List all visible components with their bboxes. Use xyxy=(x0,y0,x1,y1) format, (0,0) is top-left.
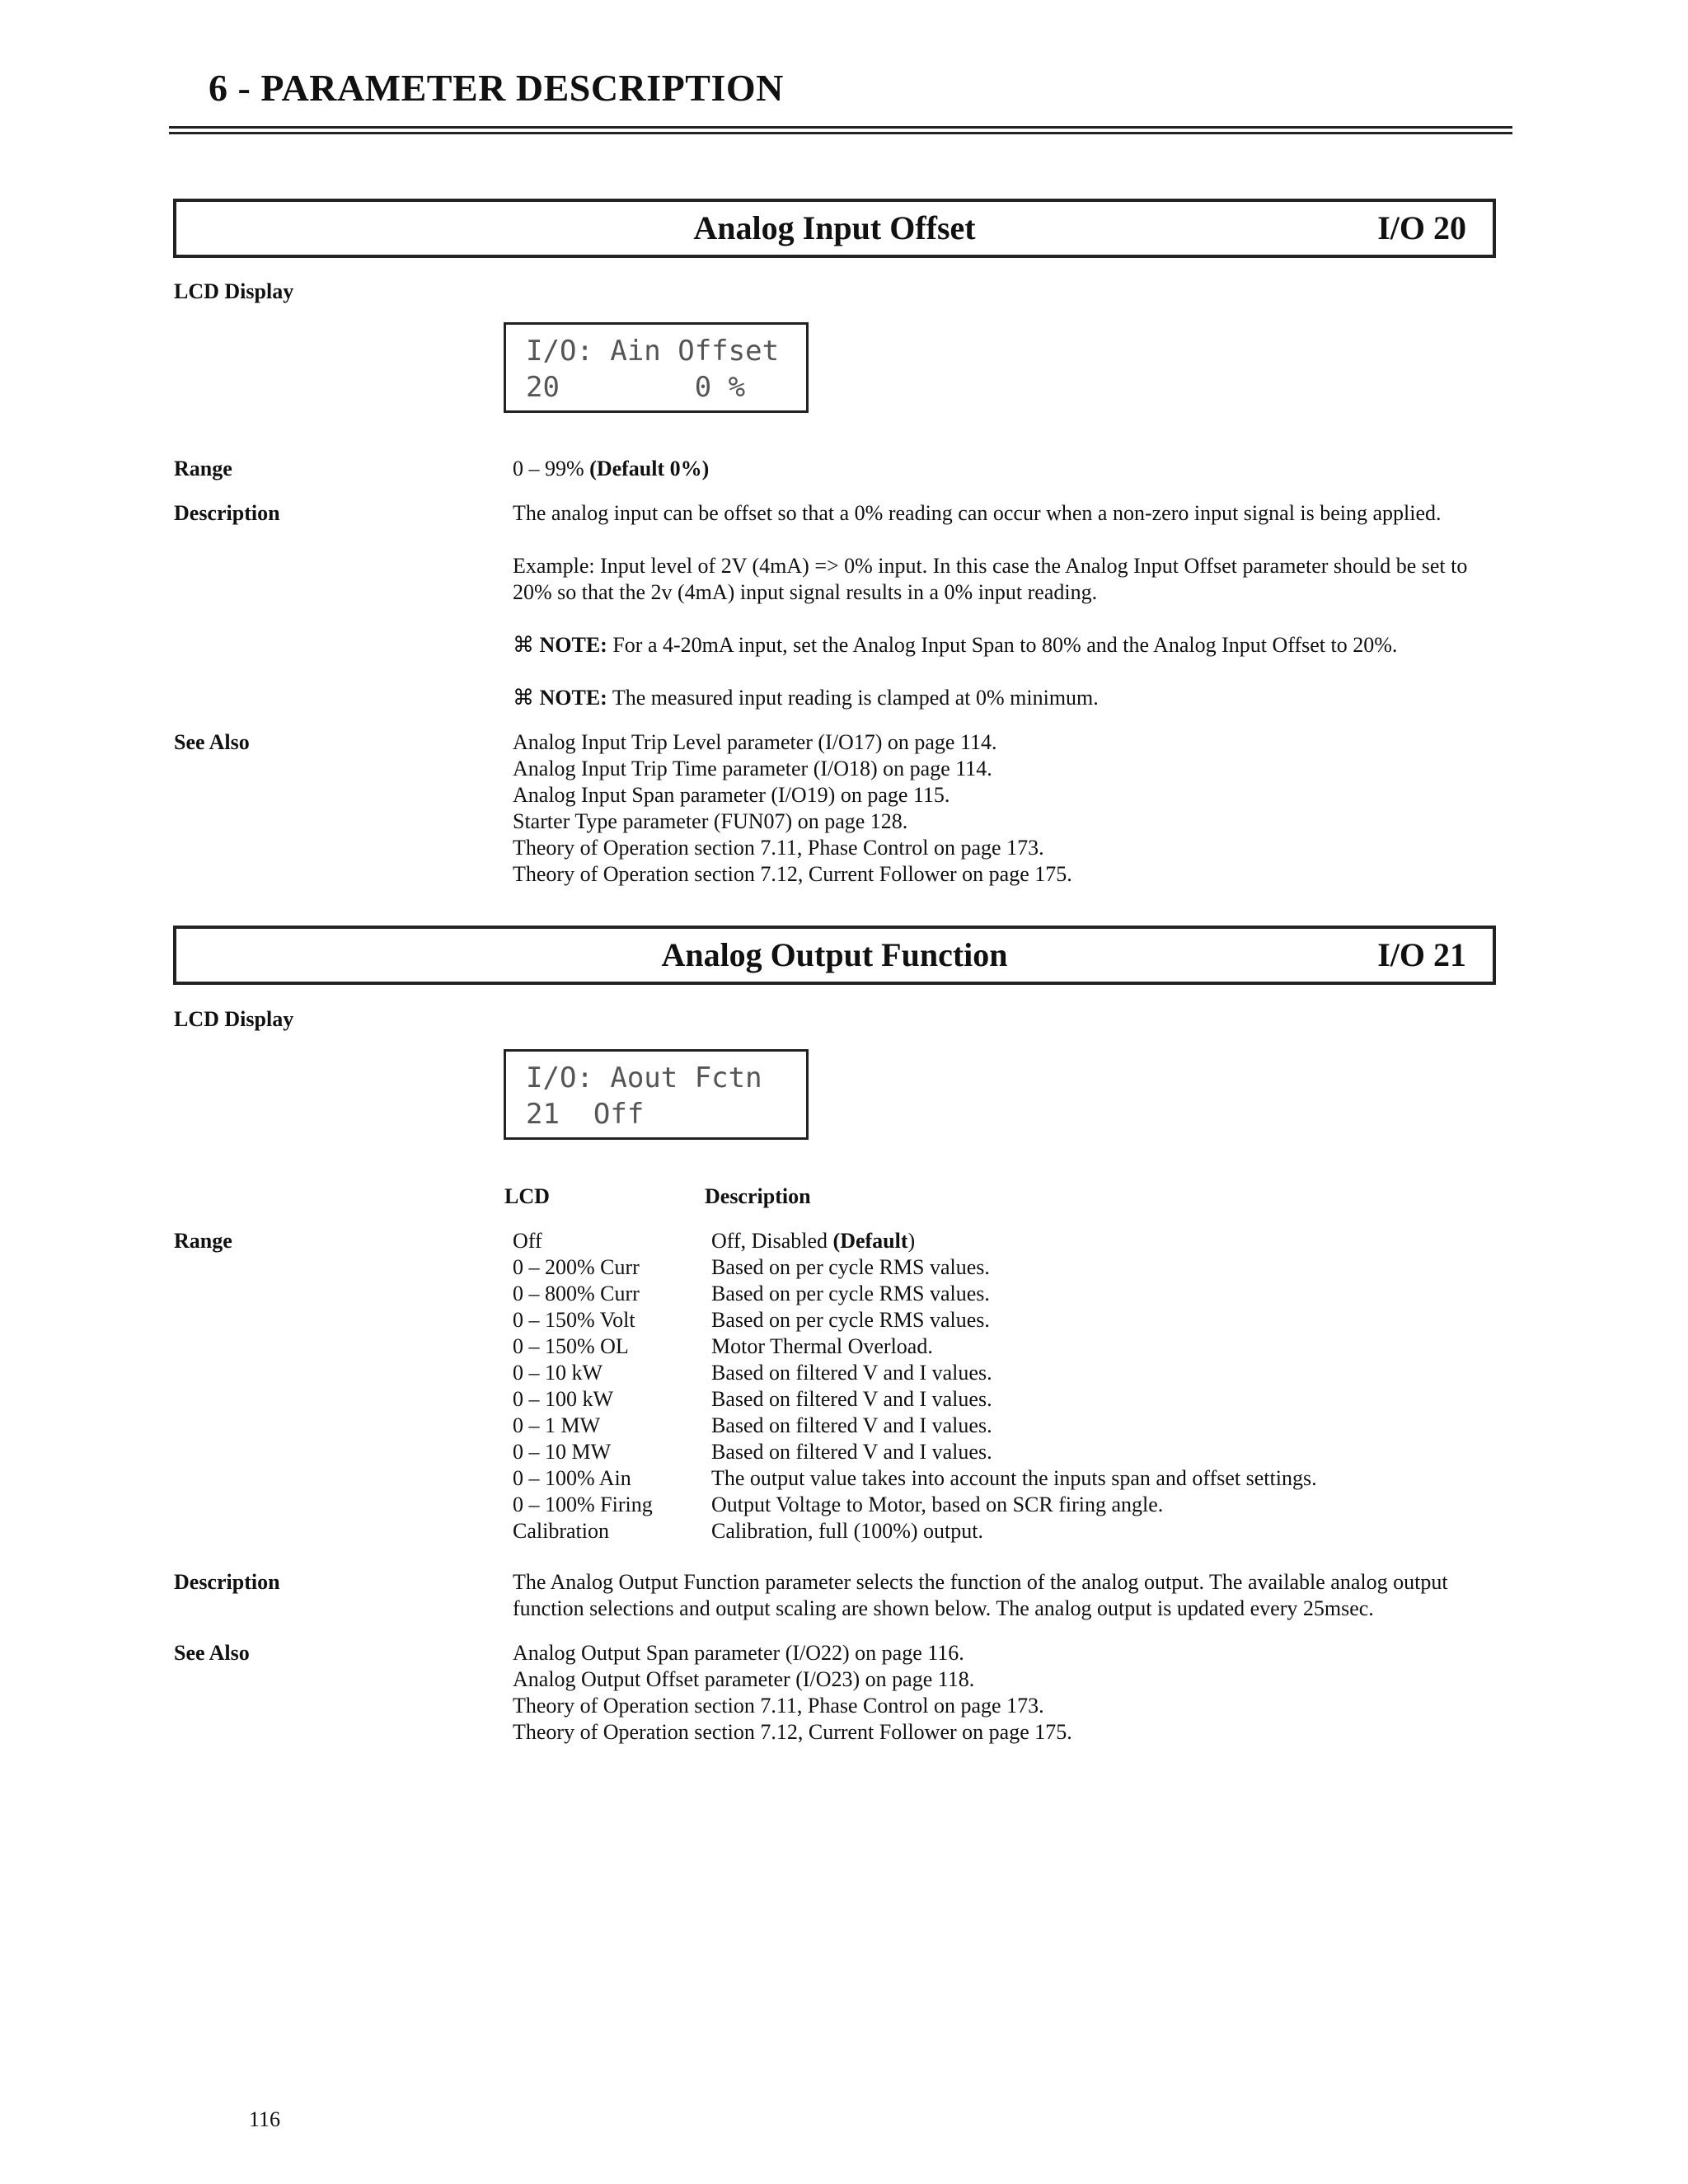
param-header-analog-input-offset xyxy=(173,199,1496,258)
range-lcd: 0 – 100 kW xyxy=(513,1387,614,1411)
see-also-item: Analog Input Trip Time parameter (I/O18) on page 114. xyxy=(513,757,992,780)
range-row xyxy=(513,1518,1317,1544)
range-lcd: 0 – 800% Curr xyxy=(513,1282,640,1305)
range-lcd: 0 – 100% Firing xyxy=(513,1493,653,1516)
range-desc: Based on filtered V and I values. xyxy=(711,1387,992,1411)
range-default: (Default 0%) xyxy=(589,457,710,480)
range-text: 0 – 99% xyxy=(513,457,584,480)
range-lcd: 0 – 10 MW xyxy=(513,1440,612,1464)
param-header-analog-output-function xyxy=(173,926,1496,985)
range-row xyxy=(513,1333,1317,1360)
param-code: I/O 20 xyxy=(1377,209,1466,246)
range-row xyxy=(513,1413,1317,1439)
see-also-item: Analog Output Offset parameter (I/O23) on page 118. xyxy=(513,1667,975,1691)
range-lcd: 0 – 200% Curr xyxy=(513,1255,640,1279)
range-desc: Based on filtered V and I values. xyxy=(711,1361,992,1385)
range-desc: Motor Thermal Overload. xyxy=(711,1334,933,1358)
range-row xyxy=(513,1439,1317,1465)
range-table xyxy=(513,1228,1317,1544)
range-label: Range xyxy=(174,1229,232,1253)
range-lcd: 0 – 150% Volt xyxy=(513,1308,635,1332)
lcd-line-2: 20 0 % xyxy=(526,371,746,404)
description-text: The Analog Output Function parameter selects the function of the analog output. The available analog output function selections and output scaling are shown below. The analog output is updated every 25msec. xyxy=(513,1570,1448,1620)
range-lcd: 0 – 100% Ain xyxy=(513,1466,631,1490)
range-desc: Based on per cycle RMS values. xyxy=(711,1255,990,1279)
page-number: 116 xyxy=(249,2107,281,2131)
range-lcd: 0 – 1 MW xyxy=(513,1413,601,1437)
range-lcd: Calibration xyxy=(513,1519,609,1543)
range-row xyxy=(513,1307,1317,1333)
range-row xyxy=(513,1254,1317,1281)
range-desc-tail: ) xyxy=(907,1229,916,1253)
range-value xyxy=(513,456,709,482)
range-row xyxy=(513,1492,1317,1518)
lcd-line-1: I/O: Aout Fctn xyxy=(526,1062,762,1094)
note-text: The measured input reading is clamped at 0% minimum. xyxy=(612,686,1099,710)
range-row xyxy=(513,1386,1317,1413)
note-label: NOTE: xyxy=(539,633,607,657)
see-also-list xyxy=(513,1640,1072,1746)
table-header-lcd: LCD xyxy=(504,1184,550,1208)
range-label: Range xyxy=(174,457,232,480)
see-also-item: Analog Input Trip Level parameter (I/O17) on page 114. xyxy=(513,730,997,754)
range-desc: Based on per cycle RMS values. xyxy=(711,1282,990,1305)
lcd-display-label: LCD Display xyxy=(174,1007,294,1031)
param-name: Analog Output Function xyxy=(661,936,1008,973)
description-example: Example: Input level of 2V (4mA) => 0% input. In this case the Analog Input Offset parameter should be set to 20% so that the 2v (4mA) input signal results in a 0% input reading. xyxy=(513,554,1468,604)
see-also-item: Theory of Operation section 7.12, Current Follower on page 175. xyxy=(513,862,1072,886)
range-desc: Based on filtered V and I values. xyxy=(711,1440,992,1464)
table-header-description: Description xyxy=(705,1184,811,1208)
range-desc: The output value takes into account the inputs span and offset settings. xyxy=(711,1466,1317,1490)
note-text: For a 4-20mA input, set the Analog Input Span to 80% and the Analog Input Offset to 20%. xyxy=(612,633,1398,657)
param-name: Analog Input Offset xyxy=(693,209,976,246)
range-row xyxy=(513,1465,1317,1492)
see-also-label: See Also xyxy=(174,1641,250,1665)
header-rule-top xyxy=(169,126,1512,129)
see-also-item: Theory of Operation section 7.11, Phase Control on page 173. xyxy=(513,836,1044,860)
lcd-display-label: LCD Display xyxy=(174,279,294,303)
range-desc: Based on per cycle RMS values. xyxy=(711,1308,990,1332)
note xyxy=(513,632,1397,658)
range-lcd: 0 – 10 kW xyxy=(513,1361,603,1385)
range-row xyxy=(513,1281,1317,1307)
range-desc: Off, Disabled xyxy=(711,1229,833,1253)
see-also-item: Starter Type parameter (FUN07) on page 128. xyxy=(513,809,908,833)
range-desc: Calibration, full (100%) output. xyxy=(711,1519,984,1543)
description-label: Description xyxy=(174,1570,280,1594)
see-also-label: See Also xyxy=(174,730,250,754)
header-rule-bottom xyxy=(169,132,1512,134)
range-desc: Output Voltage to Motor, based on SCR firing angle. xyxy=(711,1493,1164,1516)
param-code: I/O 21 xyxy=(1377,936,1466,973)
note-label: NOTE: xyxy=(539,686,607,710)
chapter-title: 6 - PARAMETER DESCRIPTION xyxy=(209,67,784,109)
description-label: Description xyxy=(174,501,280,525)
note xyxy=(513,685,1099,711)
note-symbol-icon: ⌘ xyxy=(513,686,534,710)
see-also-item: Analog Input Span parameter (I/O19) on page 115. xyxy=(513,783,950,807)
lcd-display xyxy=(504,1049,809,1140)
range-lcd: Off xyxy=(513,1229,542,1253)
range-lcd: 0 – 150% OL xyxy=(513,1334,629,1358)
lcd-line-2: 21 Off xyxy=(526,1098,645,1131)
see-also-item: Theory of Operation section 7.11, Phase Control on page 173. xyxy=(513,1694,1044,1718)
range-row xyxy=(513,1228,1317,1254)
see-also-list xyxy=(513,729,1072,888)
range-desc-default: (Default xyxy=(832,1229,908,1253)
see-also-item: Analog Output Span parameter (I/O22) on page 116. xyxy=(513,1641,964,1665)
lcd-line-1: I/O: Ain Offset xyxy=(526,335,780,368)
description-text: The analog input can be offset so that a 0% reading can occur when a non-zero input signal is being applied. xyxy=(513,501,1442,525)
range-desc: Based on filtered V and I values. xyxy=(711,1413,992,1437)
see-also-item: Theory of Operation section 7.12, Current Follower on page 175. xyxy=(513,1720,1072,1744)
lcd-display xyxy=(504,322,809,413)
note-symbol-icon: ⌘ xyxy=(513,633,534,657)
range-row xyxy=(513,1360,1317,1386)
